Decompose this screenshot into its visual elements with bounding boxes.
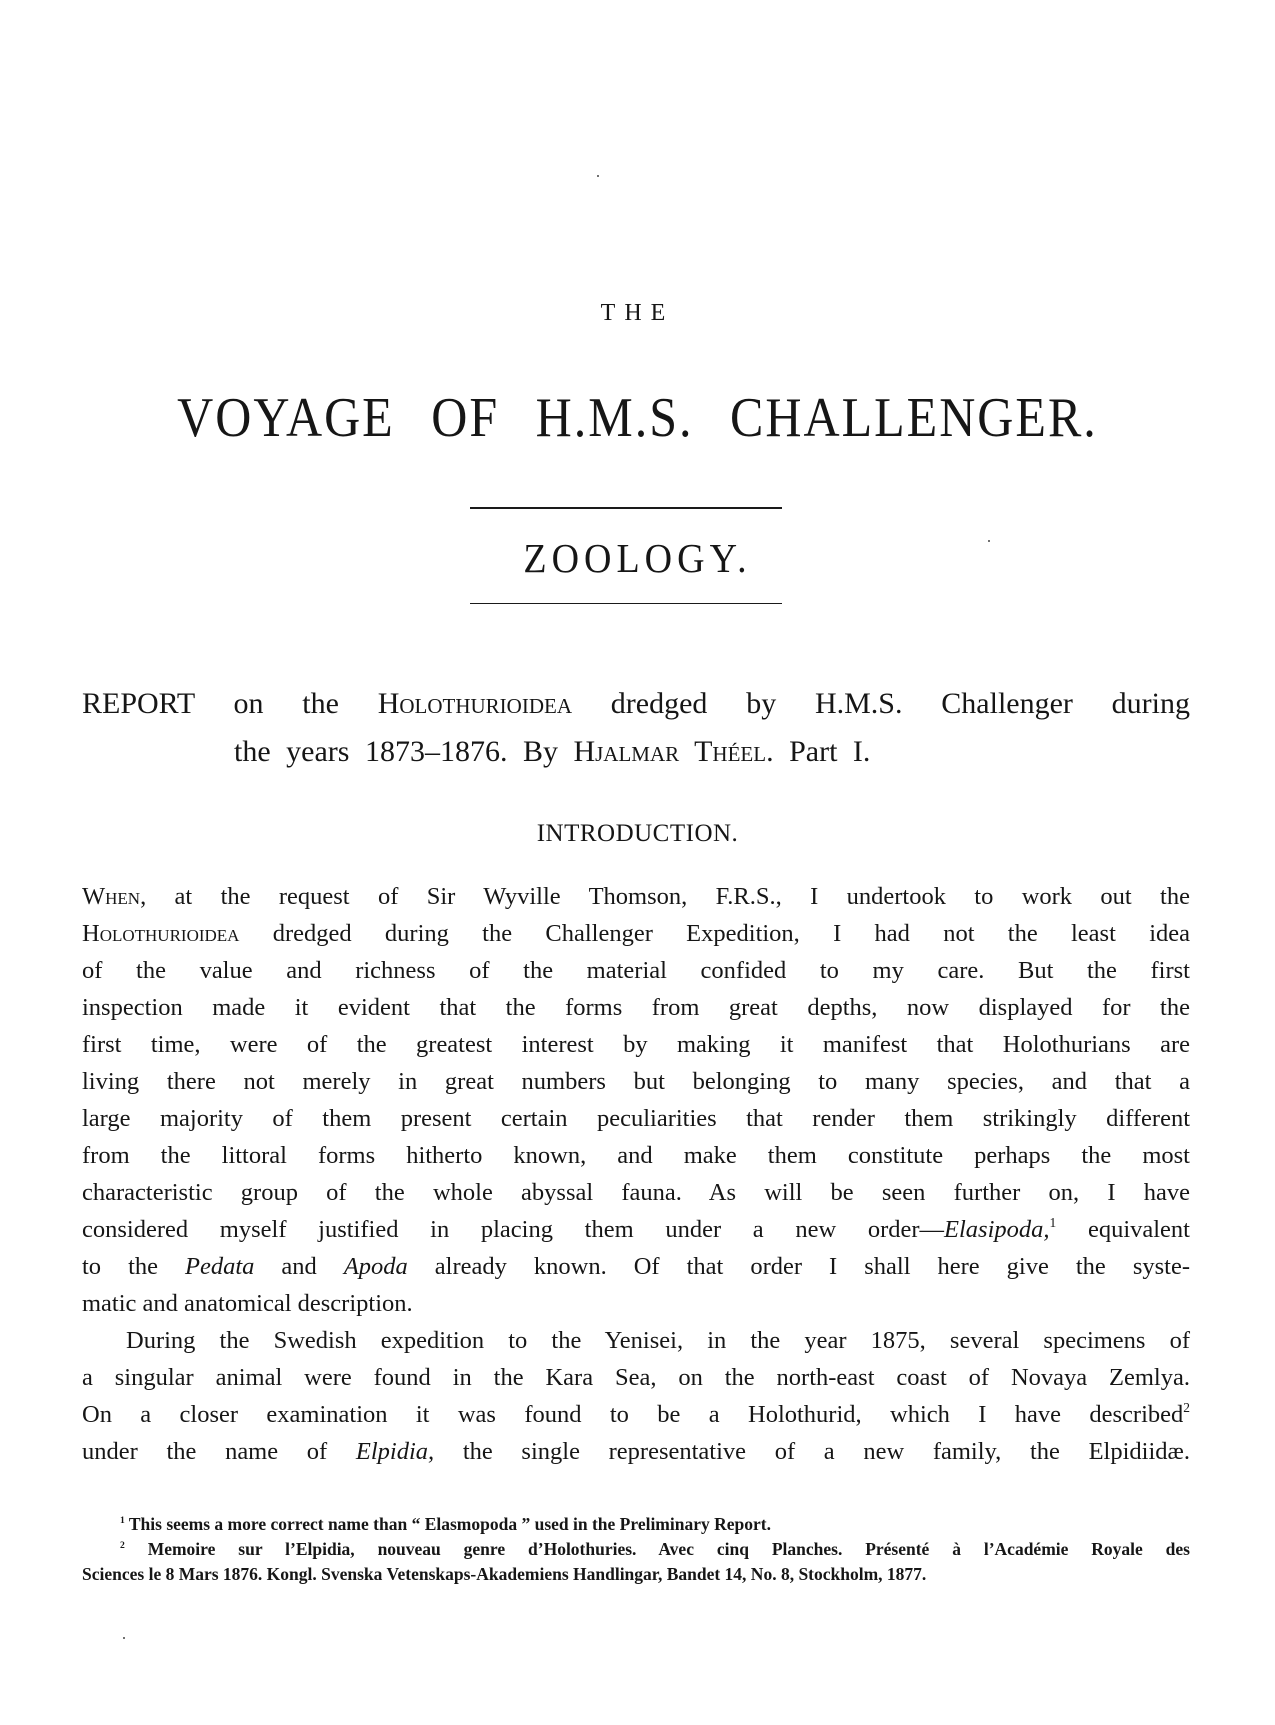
section-title: ZOOLOGY. xyxy=(523,536,752,582)
footnotes xyxy=(82,1512,1190,1587)
report-heading xyxy=(82,680,1190,776)
text-line: large majority of them present certain peculiarities that render them strikingly different xyxy=(82,1105,1190,1132)
text-line: a singular animal were found in the Kara Sea, on the north-east coast of Novaya Zemlya. xyxy=(82,1364,1190,1391)
footnote-ref: 2 xyxy=(1183,1399,1190,1415)
report-line-1: REPORT on the Holothurioidea dredged by H.M.S. Challenger during xyxy=(82,687,1191,720)
text-line: considered myself justified in placing them under a new order—Elasipoda,$^1$ equivalent xyxy=(82,1214,1190,1243)
text-line: of the value and richness of the material confided to my care. But the first xyxy=(82,957,1190,984)
divider-top xyxy=(470,507,782,509)
footnote-2-continued: Sciences le 8 Mars 1876. Kongl. Svenska Vetenskaps-Akademiens Handlingar, Bandet 14, No. 8, Stockholm, 1877. xyxy=(82,1564,927,1584)
introduction-body xyxy=(82,878,1190,1470)
text-line: matic and anatomical description. xyxy=(82,1290,413,1317)
footnote-2: $^2$ Memoire sur l’Elpidia, nouveau genre d’Holothuries. Avec cinq Planches. Présenté à l’Académie Royale des xyxy=(120,1539,1190,1559)
author-name: Hjalmar Théel xyxy=(573,735,767,768)
text-line: Holothurioidea dredged during the Challenger Expedition, I had not the least idea xyxy=(82,920,1190,947)
divider-bottom xyxy=(470,603,782,604)
text-line: inspection made it evident that the forms from great depths, now displayed for the xyxy=(82,994,1190,1021)
footnote-1: $^1$ This seems a more correct name than “ Elasmopoda ” used in the Preliminary Report. xyxy=(120,1514,771,1534)
print-speck xyxy=(597,175,599,177)
text-line: from the littoral forms hitherto known, and make them constitute perhaps the most xyxy=(82,1142,1190,1169)
title-article: THE xyxy=(600,300,675,326)
page-title: VOYAGE OF H.M.S. CHALLENGER. xyxy=(177,385,1098,449)
text-line: characteristic group of the whole abyssal fauna. As will be seen further on, I have xyxy=(82,1179,1190,1206)
print-speck xyxy=(123,1637,125,1639)
text-line: first time, were of the greatest interest by making it manifest that Holothurians are xyxy=(82,1031,1190,1058)
text-line: under the name of Elpidia, the single representative of a new family, the Elpidiidæ. xyxy=(82,1438,1191,1465)
text-line: living there not merely in great numbers but belonging to many species, and that a xyxy=(82,1068,1190,1095)
text-line: During the Swedish expedition to the Yenisei, in the year 1875, several specimens of xyxy=(126,1327,1190,1354)
introduction-heading: INTRODUCTION. xyxy=(536,820,739,847)
footnote-ref: 1 xyxy=(1049,1214,1057,1230)
text-line: When, at the request of Sir Wyville Thomson, F.R.S., I undertook to work out the xyxy=(82,883,1190,910)
text-line: On a closer examination it was found to be a Holothurid, which I have described$^2$ xyxy=(82,1399,1190,1428)
text-line: to the Pedata and Apoda already known. Of that order I shall here give the syste- xyxy=(82,1253,1190,1280)
report-line-2: the years 1873–1876. By Hjalmar Théel. Part I. xyxy=(234,735,871,768)
